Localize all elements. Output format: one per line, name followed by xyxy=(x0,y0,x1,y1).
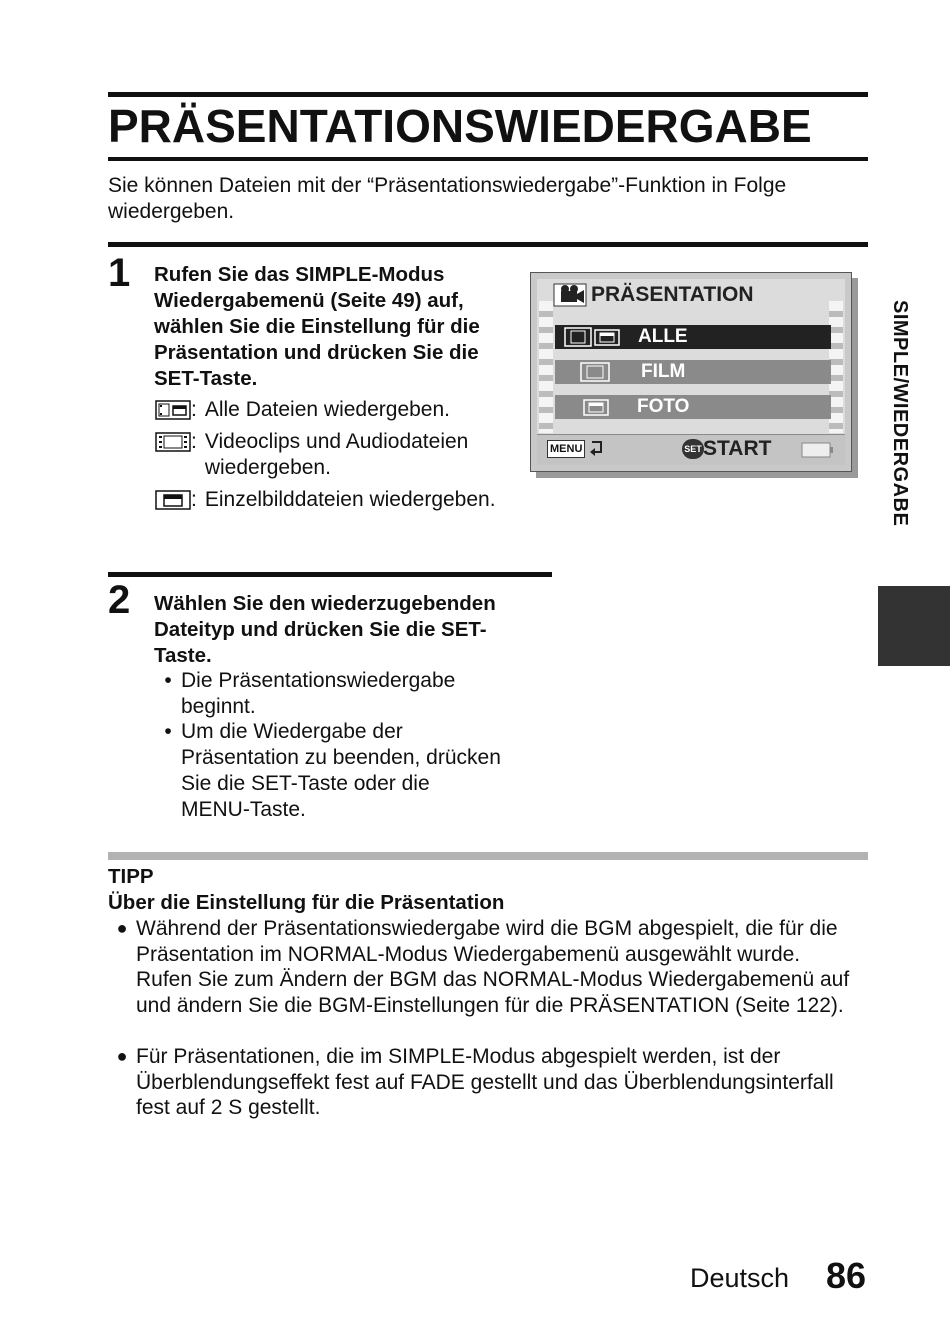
screen-option-film[interactable] xyxy=(555,360,831,384)
set-badge xyxy=(682,439,704,459)
tip-bullet xyxy=(108,916,856,1018)
intro-text: Sie können Dateien mit der “Präsentationswiedergabe”-Funktion in Folge wiedergeben. xyxy=(108,174,787,223)
screen-left-strip xyxy=(539,301,553,433)
step1-option-photo xyxy=(155,487,505,513)
screen-right-strip xyxy=(829,301,843,433)
step2-bullet xyxy=(155,668,481,720)
option-text: Einzelbilddateien wiedergeben. xyxy=(204,488,496,511)
film-icon xyxy=(579,361,611,388)
screen-option-label: ALLE xyxy=(638,326,688,347)
step1-number: 1 xyxy=(108,251,131,295)
bullet-text: Während der Präsentationswiedergabe wird die BGM abgespielt, die für die Präsentation im NORMAL-Modus Wiedergabemenü ausgewählt wurde. Rufen Sie zum Ändern der BGM das NORMAL-Modus Wiedergabemenü auf und ändern Sie die BGM-Einstellungen für die PRÄSENTATION (Seite 122). xyxy=(136,917,850,1017)
tip-subheading: Über die Einstellung für die Präsentation xyxy=(108,891,505,914)
step2-instruction: Wählen Sie den wiederzugebenden Dateityp und drücken Sie die SET-Taste. xyxy=(154,592,496,667)
step2-bullet xyxy=(155,719,501,823)
camera-screen-inner xyxy=(537,279,845,465)
tip-heading: TIPP xyxy=(108,865,154,888)
page-number: 86 xyxy=(826,1255,867,1296)
tip-bullet xyxy=(108,1044,836,1121)
bullet-text: Die Präsentationswiedergabe beginnt. xyxy=(181,669,456,718)
option-separator: : xyxy=(191,430,197,453)
section-side-tab xyxy=(878,586,950,666)
return-icon xyxy=(589,439,605,462)
bullet-text: Für Präsentationen, die im SIMPLE-Modus abgespielt werden, ist der Überblendungseffekt fest auf FADE gestellt und das Überblendungsinterfall fest auf 2 S gestellt. xyxy=(136,1045,834,1119)
bullet-marker: ● xyxy=(116,1046,128,1066)
section-side-label xyxy=(875,300,925,580)
photo-icon xyxy=(155,487,191,513)
screen-title: PRÄSENTATION xyxy=(591,283,754,306)
step2-number: 2 xyxy=(108,578,131,622)
film-icon xyxy=(155,429,191,455)
bullet-marker: • xyxy=(164,720,172,743)
side-label-text: SIMPLE/WIEDERGABE xyxy=(889,300,911,527)
step1-instruction: Rufen Sie das SIMPLE-Modus Wiedergabemenü (Seite 49) auf, wählen Sie die Einstellung für die Präsentation und drücken Sie die SET-Taste. xyxy=(154,263,480,390)
option-separator: : xyxy=(191,488,197,511)
start-label: START xyxy=(703,437,772,460)
option-text: Videoclips und Audiodateien wiedergeben. xyxy=(204,430,469,479)
set-label: SET xyxy=(684,444,702,454)
photo-icon xyxy=(581,396,611,423)
option-separator: : xyxy=(191,398,197,421)
all-files-icon xyxy=(563,326,623,353)
screen-option-label: FILM xyxy=(641,361,686,382)
option-text: Alle Dateien wiedergeben. xyxy=(204,398,451,421)
slideshow-mode-icon xyxy=(553,283,587,312)
screen-option-alle[interactable] xyxy=(555,325,831,349)
step2-rule xyxy=(108,572,552,577)
footer-language: Deutsch xyxy=(690,1263,790,1293)
screen-option-foto[interactable] xyxy=(555,395,831,419)
bullet-marker: • xyxy=(164,669,172,692)
tip-divider xyxy=(108,852,868,860)
bullet-marker: ● xyxy=(116,918,128,938)
bullet-text: Um die Wiedergabe der Präsentation zu beenden, drücken Sie die SET-Taste oder die MENU-Taste. xyxy=(181,720,501,821)
battery-icon xyxy=(801,442,833,463)
step1-option-all xyxy=(155,397,505,423)
step1-option-film xyxy=(155,429,505,481)
all-files-icon xyxy=(155,397,191,423)
title-rule-bottom xyxy=(108,157,868,161)
screen-option-label: FOTO xyxy=(637,396,690,417)
page-title: PRÄSENTATIONSWIEDERGABE xyxy=(108,100,812,152)
screen-footer xyxy=(537,434,845,465)
camera-screen xyxy=(530,272,852,472)
step1-rule xyxy=(108,242,868,247)
menu-badge xyxy=(547,440,585,458)
title-rule-top xyxy=(108,92,868,97)
menu-label: MENU xyxy=(550,443,583,455)
